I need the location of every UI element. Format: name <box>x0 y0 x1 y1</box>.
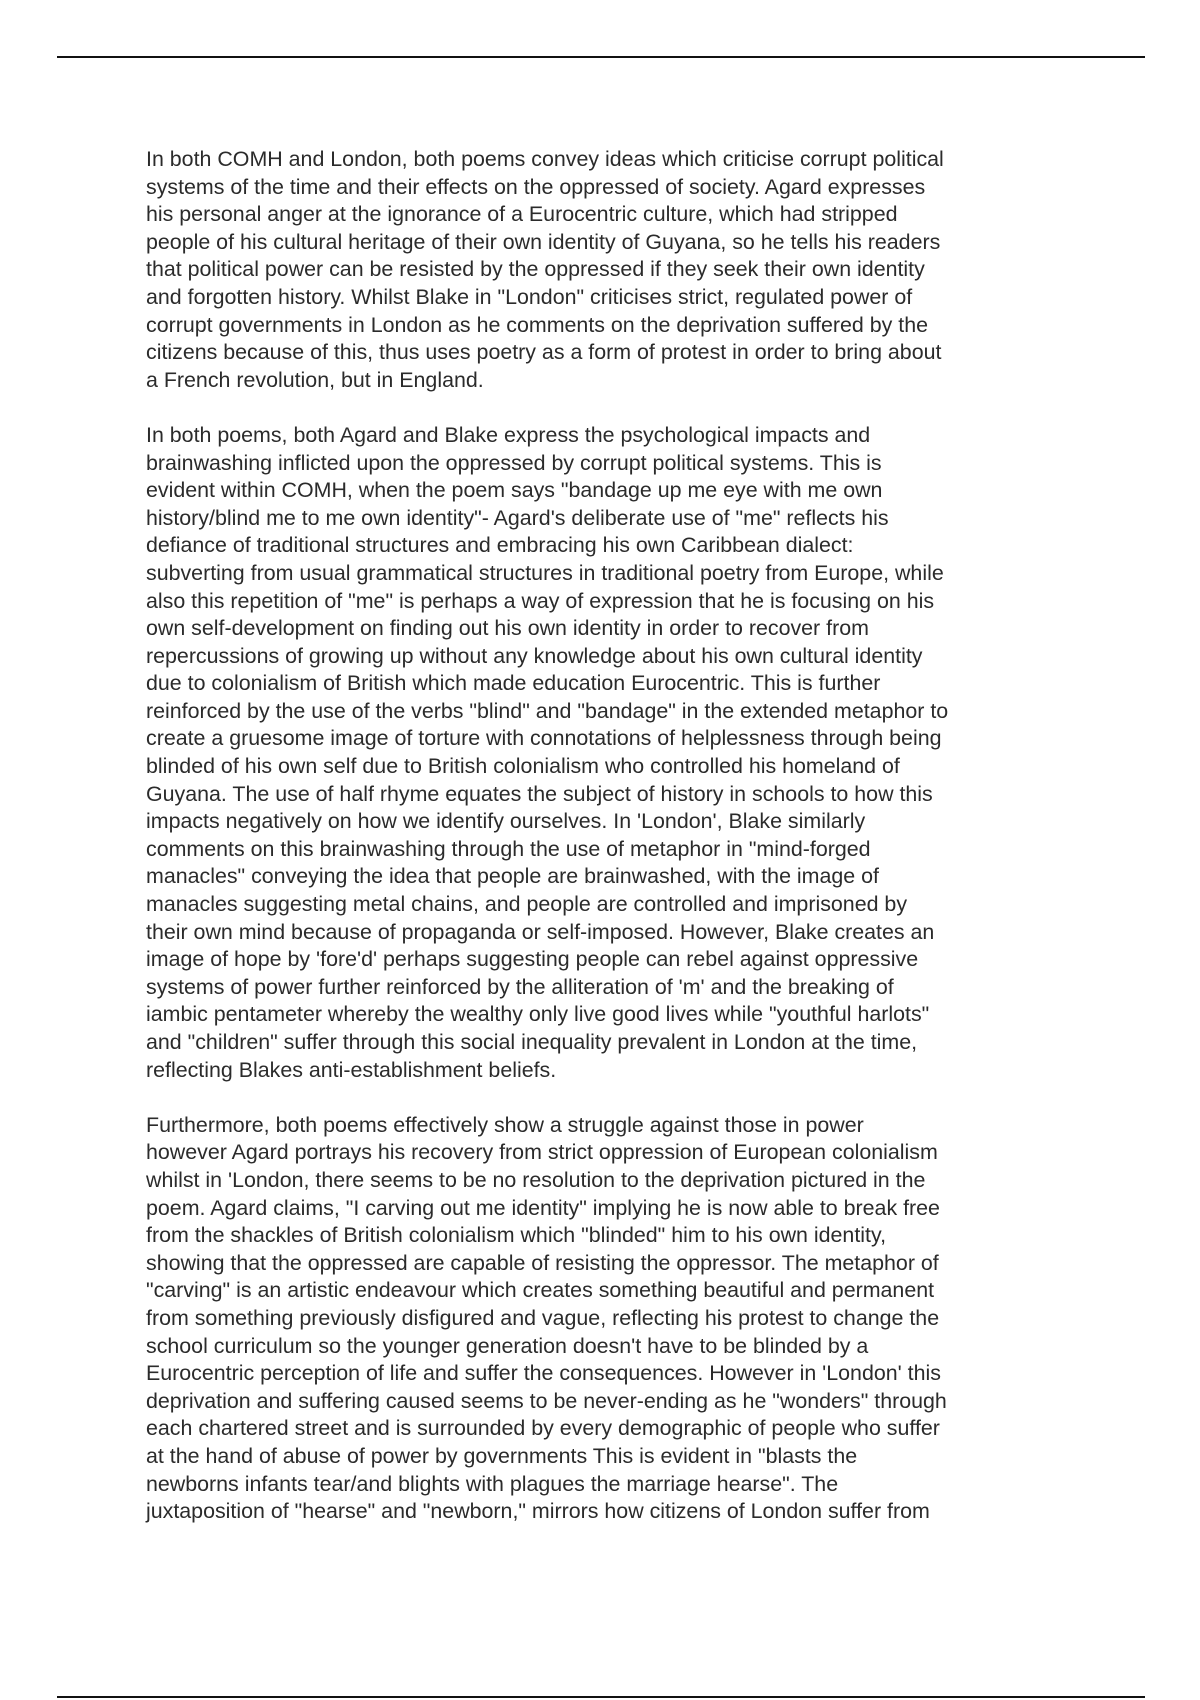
text-line: at the hand of abuse of power by governments This is evident in "blasts the <box>146 1443 858 1468</box>
text-line: from something previously disfigured and vague, reflecting his protest to change the <box>146 1305 940 1330</box>
text-line: poem. Agard claims, "I carving out me identity" implying he is now able to break free <box>146 1195 940 1220</box>
text-line: systems of the time and their effects on the oppressed of society. Agard expresses <box>146 174 926 199</box>
text-line: deprivation and suffering caused seems to be never-ending as he "wonders" through <box>146 1388 947 1413</box>
footer-rule <box>57 1696 1145 1698</box>
essay-body <box>146 146 1066 1526</box>
text-line: a French revolution, but in England. <box>146 367 484 392</box>
text-line: iambic pentameter whereby the wealthy only live good lives while "youthful harlots" <box>146 1002 930 1027</box>
text-line: Eurocentric perception of life and suffer the consequences. However in 'London' this <box>146 1361 941 1386</box>
text-line: his personal anger at the ignorance of a Eurocentric culture, which had stripped <box>146 202 898 227</box>
text-line: systems of power further reinforced by the alliteration of 'm' and the breaking of <box>146 974 894 999</box>
text-line: however Agard portrays his recovery from strict oppression of European colonialism <box>146 1140 938 1165</box>
text-line: create a gruesome image of torture with connotations of helplessness through being <box>146 726 942 751</box>
text-line: reinforced by the use of the verbs "blind" and "bandage" in the extended metaphor to <box>146 698 949 723</box>
text-line: from the shackles of British colonialism which "blinded" him to his own identity, <box>146 1223 887 1248</box>
text-line: comments on this brainwashing through the use of metaphor in "mind-forged <box>146 836 871 861</box>
text-line: reflecting Blakes anti-establishment beliefs. <box>146 1057 557 1082</box>
text-line: own self-development on finding out his own identity in order to recover from <box>146 616 869 641</box>
paragraph-2 <box>146 422 1066 1084</box>
text-line: newborns infants tear/and blights with plagues the marriage hearse". The <box>146 1471 839 1496</box>
text-line: whilst in 'London, there seems to be no resolution to the deprivation pictured in the <box>146 1167 926 1192</box>
text-line: juxtaposition of "hearse" and "newborn," mirrors how citizens of London suffer from <box>146 1499 930 1524</box>
text-line: Guyana. The use of half rhyme equates the subject of history in schools to how this <box>146 781 933 806</box>
text-line: manacles suggesting metal chains, and people are controlled and imprisoned by <box>146 892 908 917</box>
text-line: brainwashing inflicted upon the oppressed by corrupt political systems. This is <box>146 450 882 475</box>
paragraph-3 <box>146 1112 1066 1526</box>
text-line: showing that the oppressed are capable of resisting the oppressor. The metaphor of <box>146 1250 939 1275</box>
text-line: due to colonialism of British which made education Eurocentric. This is further <box>146 671 881 696</box>
text-line: repercussions of growing up without any knowledge about his own cultural identity <box>146 643 923 668</box>
text-line: blinded of his own self due to British colonialism who controlled his homeland of <box>146 754 900 779</box>
text-line: history/blind me to me own identity"- Agard's deliberate use of "me" reflects his <box>146 505 889 530</box>
text-line: and "children" suffer through this social inequality prevalent in London at the time, <box>146 1030 918 1054</box>
text-line: "carving" is an artistic endeavour which creates something beautiful and permanent <box>146 1278 935 1303</box>
text-line: school curriculum so the younger generation doesn't have to be blinded by a <box>146 1333 869 1358</box>
text-line: each chartered street and is surrounded by every demographic of people who suffer <box>146 1416 940 1441</box>
text-line: subverting from usual grammatical structures in traditional poetry from Europe, while <box>146 560 944 585</box>
text-line: In both poems, both Agard and Blake express the psychological impacts and <box>146 422 871 447</box>
text-line: manacles" conveying the idea that people are brainwashed, with the image of <box>146 864 879 889</box>
text-line: their own mind because of propaganda or self-imposed. However, Blake creates an <box>146 919 935 944</box>
text-line: also this repetition of "me" is perhaps a way of expression that he is focusing on his <box>146 588 935 613</box>
text-line: people of his cultural heritage of their own identity of Guyana, so he tells his readers <box>146 229 941 254</box>
text-line: citizens because of this, thus uses poetry as a form of protest in order to bring about <box>146 340 942 365</box>
text-line: that political power can be resisted by the oppressed if they seek their own identity <box>146 257 925 282</box>
text-line: impacts negatively on how we identify ourselves. In 'London', Blake similarly <box>146 809 866 834</box>
header-rule <box>57 56 1145 58</box>
text-line: image of hope by 'fore'd' perhaps suggesting people can rebel against oppressive <box>146 947 919 972</box>
text-line: evident within COMH, when the poem says "bandage up me eye with me own <box>146 478 883 503</box>
paragraph-1 <box>146 146 1066 394</box>
text-line: corrupt governments in London as he comments on the deprivation suffered by the <box>146 312 929 337</box>
text-line: In both COMH and London, both poems convey ideas which criticise corrupt political <box>146 147 944 171</box>
text-line: defiance of traditional structures and embracing his own Caribbean dialect: <box>146 533 854 558</box>
text-line: Furthermore, both poems effectively show a struggle against those in power <box>146 1112 864 1137</box>
text-line: and forgotten history. Whilst Blake in "London" criticises strict, regulated power of <box>146 284 913 309</box>
